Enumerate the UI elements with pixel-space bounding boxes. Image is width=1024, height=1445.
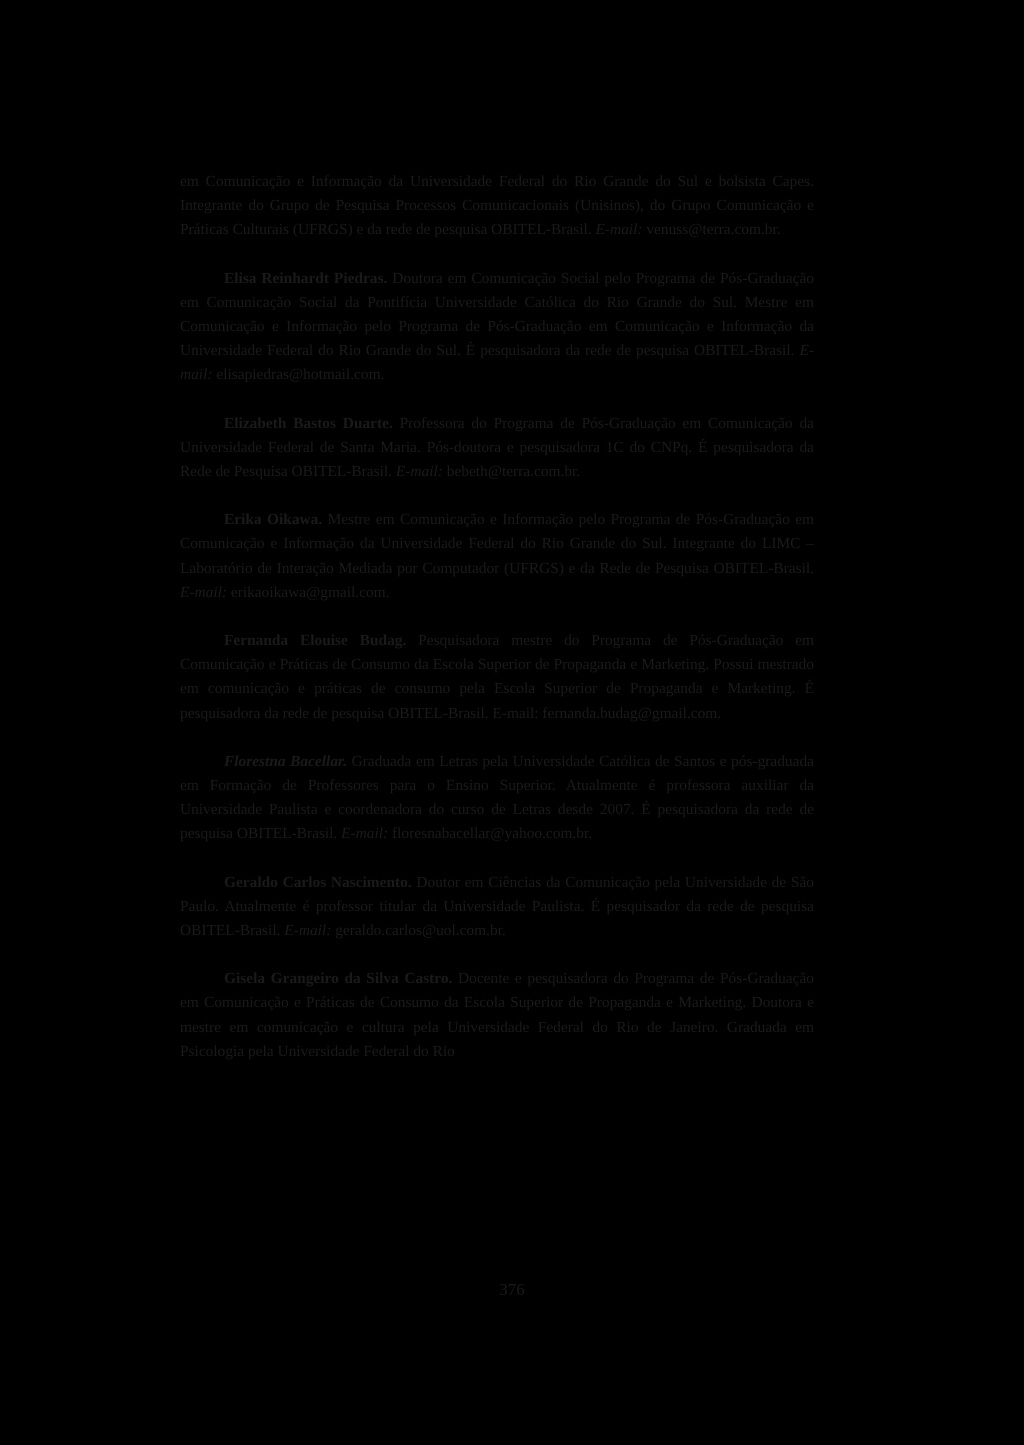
email-address: bebeth@terra.com.br.: [446, 463, 581, 481]
email-address: erikaoikawa@gmail.com.: [230, 583, 390, 601]
email-address: floresnabacellar@yahoo.com.br.: [392, 825, 593, 843]
author-name: Geraldo Carlos Nascimento.: [224, 873, 412, 891]
bio-paragraph-gisela: [180, 967, 814, 1064]
bio-paragraph-continuation: [180, 170, 814, 243]
email-label: E-mail:: [595, 221, 643, 239]
email-label: E-mail:: [341, 825, 389, 843]
bio-paragraph-florestna: [180, 750, 814, 847]
text-column: [180, 170, 814, 1088]
bio-paragraph-geraldo: [180, 871, 814, 944]
bio-text: Docente e pesquisadora do Programa de Pós-Graduação em Comunicação e Práticas de Consumo da Escola Superior de Propaganda e Marketing. Doutora e mestre em comunicação e cultura pela Universidade Federal do Rio de Janeiro. Graduada em Psicologia pela Universidade Federal do Rio: [180, 970, 814, 1060]
bio-text: Doutora em Comunicação Social pelo Programa de Pós-Graduação em Comunicação Social da Pontifícia Universidade Católica do Rio Grande do Sul. Mestre em Comunicação e Informação pelo Programa de Pós-Graduação em Comunicação e Informação da Universidade Federal do Rio Grande do Sul. É pesquisadora da rede de pesquisa OBITEL-Brasil.: [180, 269, 814, 360]
bio-paragraph-elizabeth: [180, 412, 814, 485]
author-name: Elisa Reinhardt Piedras.: [224, 269, 388, 287]
email-label: E-mail:: [395, 463, 443, 481]
page-number: 376: [499, 1280, 525, 1299]
bio-text: Pesquisadora mestre do Programa de Pós-Graduação em Comunicação e Práticas de Consumo da Escola Superior de Propaganda e Marketing. Possui mestrado em comunicação e práticas de consumo pela Escola Superior de Propaganda e Marketing. É pesquisadora da rede de pesquisa OBITEL-Brasil. E-mail: fernanda.budag@gmail.com.: [180, 632, 814, 722]
email-address: geraldo.carlos@uol.com.br.: [335, 922, 506, 940]
bio-paragraph-elisa: [180, 267, 814, 388]
email-label: E-mail:: [284, 922, 332, 940]
email-address: elisapiedras@hotmail.com.: [216, 366, 385, 384]
bio-text: em Comunicação e Informação da Universidade Federal do Rio Grande do Sul e bolsista Capes. Integrante do Grupo de Pesquisa Processos Comunicacionais (Unisinos), do Grupo Comunicação e Práticas Culturais (UFRGS) e da rede de pesquisa OBITEL-Brasil.: [180, 173, 814, 239]
bio-text: Mestre em Comunicação e Informação pelo Programa de Pós-Graduação em Comunicação e Informação da Universidade Federal do Rio Grande do Sul. Integrante do LIMC – Laboratório de Interação Mediada por Computador (UFRGS) e da Rede de Pesquisa OBITEL-Brasil.: [180, 511, 814, 577]
bio-text: Graduada em Letras pela Universidade Católica de Santos e pós-graduada em Formação de Professores para o Ensino Superior. Atualmente é professora auxiliar da Universidade Paulista e coordenadora do curso de Letras desde 2007. É pesquisadora da rede de pesquisa OBITEL-Brasil.: [180, 752, 814, 843]
bio-text: Doutor em Ciências da Comunicação pela Universidade de São Paulo. Atualmente é professor titular da Universidade Paulista. É pesquisador da rede de pesquisa OBITEL-Brasil.: [180, 873, 814, 940]
bio-paragraph-erika: [180, 508, 814, 605]
author-name: Fernanda Elouise Budag.: [224, 632, 407, 650]
bio-paragraph-fernanda: [180, 629, 814, 726]
email-label: E-mail:: [180, 342, 814, 384]
email-address: venuss@terra.com.br.: [646, 221, 781, 239]
author-name: Erika Oikawa.: [224, 511, 323, 529]
author-name: Elizabeth Bastos Duarte.: [224, 414, 393, 432]
bio-text: Professora do Programa de Pós-Graduação em Comunicação da Universidade Federal de Santa Maria. Pós-doutora e pesquisadora 1C do CNPq. É pesquisadora da Rede de Pesquisa OBITEL-Brasil.: [180, 414, 814, 481]
email-label: E-mail:: [180, 583, 228, 601]
author-name: Gisela Grangeiro da Silva Castro.: [224, 970, 453, 988]
author-name: Florestna Bacellar.: [224, 752, 347, 770]
